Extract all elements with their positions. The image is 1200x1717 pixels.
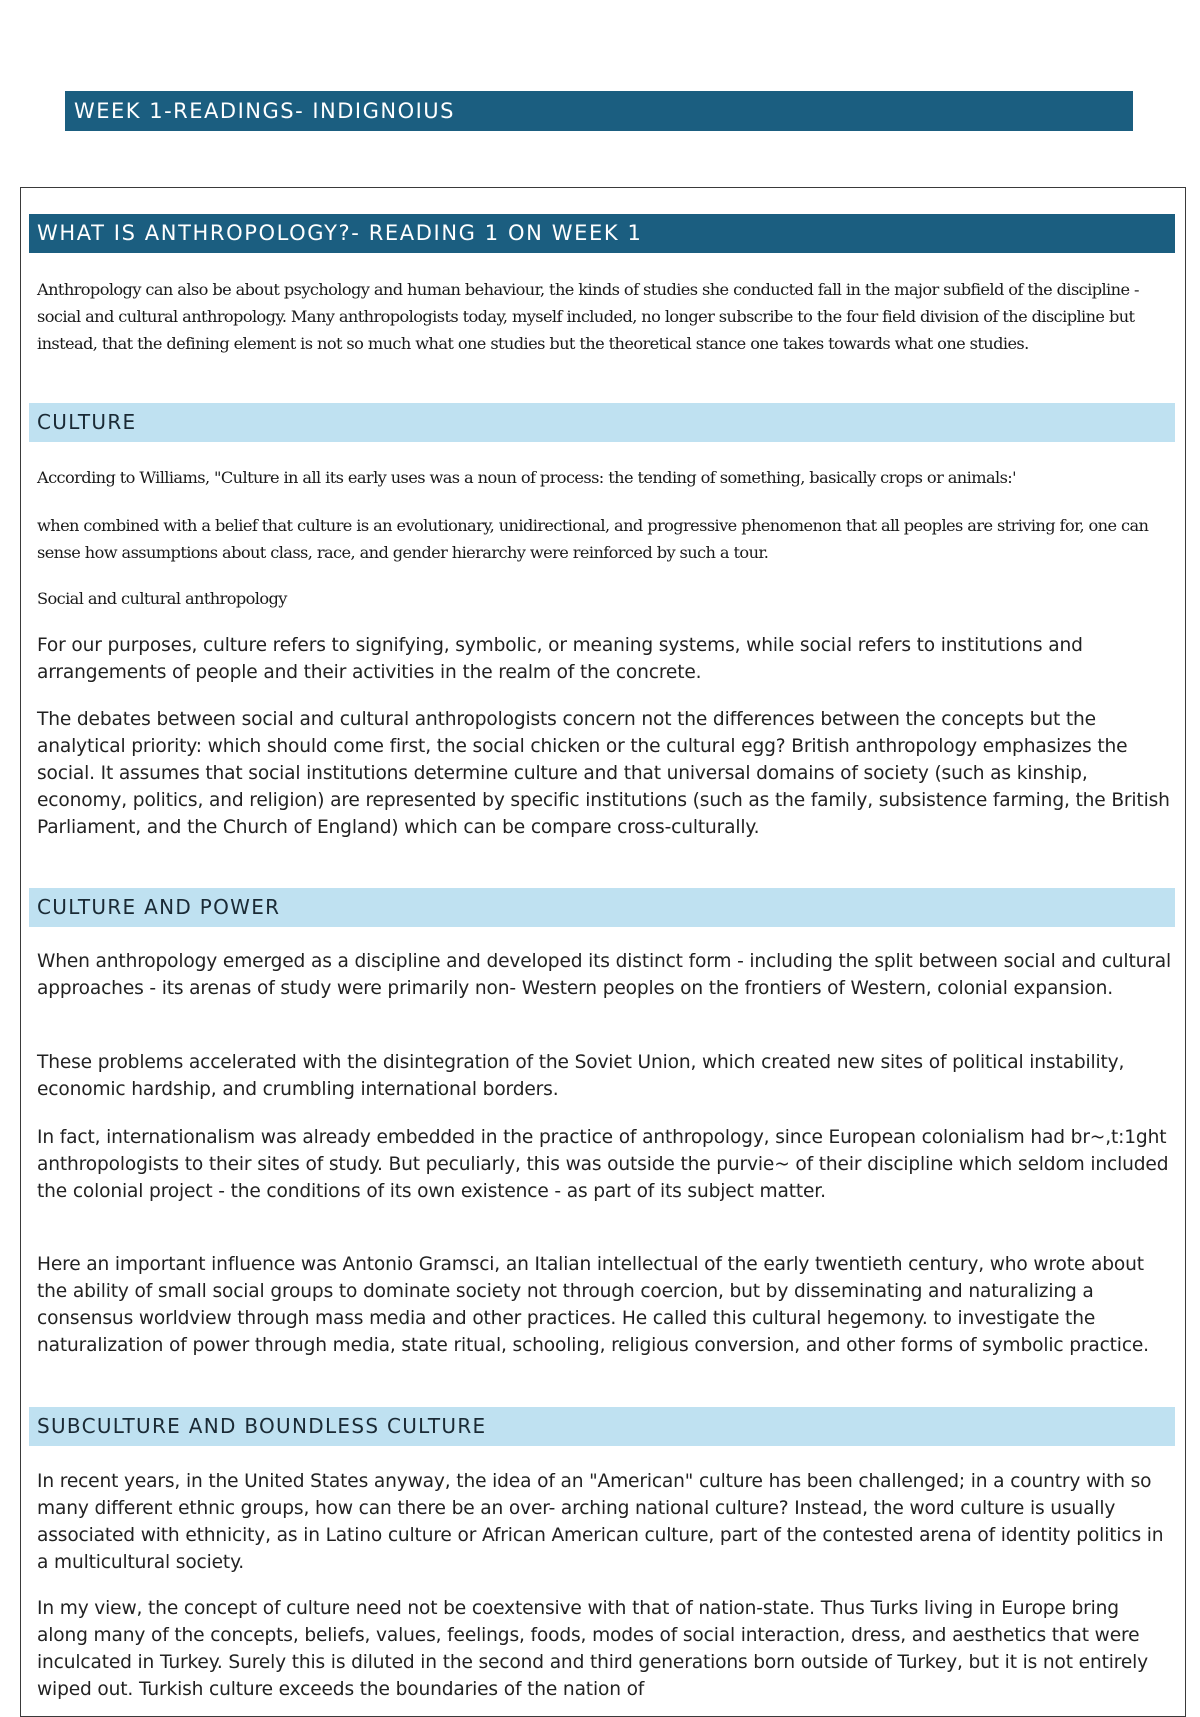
culture-power-paragraph-3: In fact, internationalism was already embedded in the practice of anthropology, since European colonialism had br~,t:1ght anthropologists to their sites of study. But peculiarly, this was outside the purvie~ of their discipline which seldom included the colonial project - the conditions of its own existence - as part of its subject matter. — [37, 1127, 1169, 1202]
subculture-paragraph-2: In my view, the concept of culture need not be coextensive with that of nation-state. Thus Turks living in Europe bring along many of the concepts, beliefs, values, feelings, foods, modes of social interaction, dress, and aesthetics that were inculcated in Turkey. Surely this is diluted in the second and third generations born outside of Turkey, but it is not entirely wiped out. Turkish culture exceeds the boundaries of the nation of — [37, 1598, 1148, 1700]
culture-paragraph-2: when combined with a belief that culture is an evolutionary, unidirectional, and progressive phenomenon that all peoples are striving for, one can sense how assumptions about class, race, and gender hierarchy were reinforced by such a tour. — [37, 516, 1149, 562]
section-heading-anthropology: WHAT IS ANTHROPOLOGY?- READING 1 ON WEEK 1 — [29, 214, 1175, 253]
section-heading-subculture: SUBCULTURE AND BOUNDLESS CULTURE — [29, 1407, 1175, 1446]
anthropology-paragraph-1: Anthropology can also be about psychology and human behaviour, the kinds of studies she conducted fall in the major subfield of the discipline - social and cultural anthropology. Many anthropologists today, myself included, no longer subscribe to the four field division of the discipline but instead, that the defining element is not so much what one studies but the theoretical stance one takes towards what one studies. — [37, 280, 1139, 353]
culture-subheading-social-cultural: Social and cultural anthropology — [37, 589, 287, 608]
culture-paragraph-4: For our purposes, culture refers to signifying, symbolic, or meaning systems, while social refers to institutions and arrangements of people and their activities in the realm of the concrete. — [37, 635, 1083, 683]
culture-power-paragraph-1: When anthropology emerged as a discipline and developed its distinct form - including the split between social and cultural approaches - its arenas of study were primarily non- Western peoples on the frontiers of Western, colonial expansion. — [37, 951, 1171, 999]
subculture-paragraph-1: In recent years, in the United States anyway, the idea of an "American" culture has been challenged; in a country with so many different ethnic groups, how can there be an over- arching national culture? Instead, the word culture is usually associated with ethnicity, as in Latino culture or African American culture, part of the contested arena of identity politics in a multicultural society. — [37, 1471, 1164, 1573]
culture-power-paragraph-2: These problems accelerated with the disintegration of the Soviet Union, which created new sites of political instability, economic hardship, and crumbling international borders. — [37, 1052, 1125, 1100]
section-heading-culture: CULTURE — [29, 403, 1175, 442]
culture-power-paragraph-4: Here an important influence was Antonio Gramsci, an Italian intellectual of the early twentieth century, who wrote about the ability of small social groups to dominate society not through coercion, but by disseminating and naturalizing a consensus worldview through mass media and other practices. He called this cultural hegemony. to investigate the naturalization of power through media, state ritual, schooling, religious conversion, and other forms of symbolic practice. — [37, 1254, 1149, 1356]
week-title-banner: WEEK 1-READINGS- INDIGNOIUS — [65, 91, 1133, 131]
section-heading-culture-and-power: CULTURE AND POWER — [29, 888, 1175, 927]
culture-paragraph-1: According to Williams, "Culture in all its early uses was a noun of process: the tending of something, basically crops or animals:' — [37, 468, 1016, 487]
culture-paragraph-5: The debates between social and cultural anthropologists concern not the differences between the concepts but the analytical priority: which should come first, the social chicken or the cultural egg? British anthropology emphasizes the social. It assumes that social institutions determine culture and that universal domains of society (such as kinship, economy, politics, and religion) are represented by specific institutions (such as the family, subsistence farming, the British Parliament, and the Church of England) which can be compare cross-culturally. — [37, 709, 1170, 838]
